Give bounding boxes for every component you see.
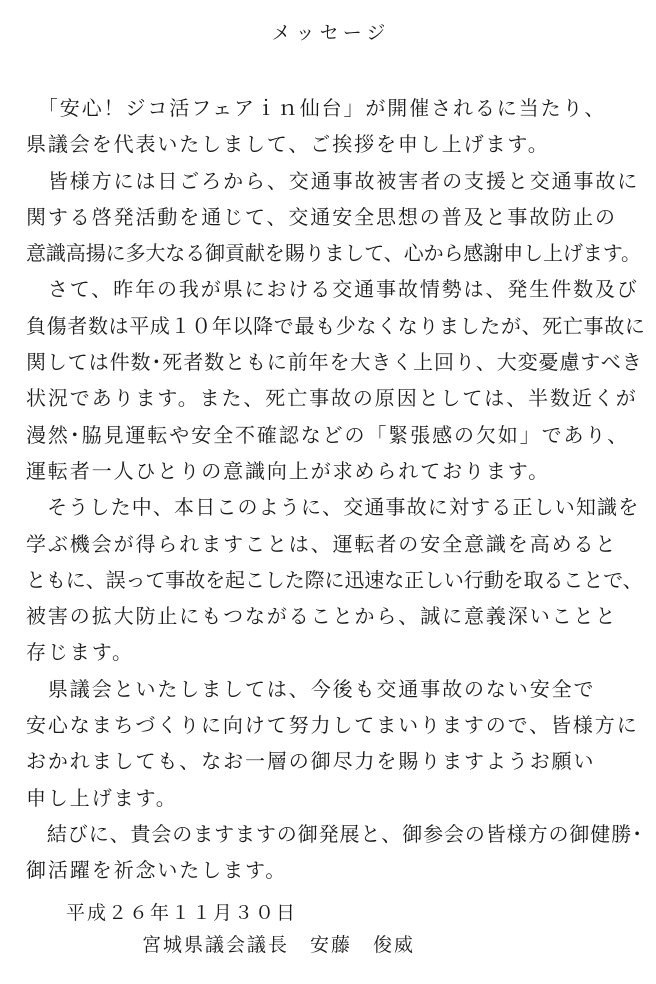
message-body xyxy=(26,90,646,889)
body-line: 関する啓発活動を通じて、交通安全思想の普及と事故防止の xyxy=(26,204,617,229)
body-line: 意識高揚に多大なる御貢献を賜りまして、心から感謝申し上げます。 xyxy=(26,241,641,266)
body-line: 関しては件数･死者数ともに前年を大きく上回り、大変憂慮すべき xyxy=(26,350,643,375)
body-line: 学ぶ機会が得られますことは、運転者の安全意識を高めると xyxy=(26,531,618,556)
document-title: メッセージ xyxy=(271,22,391,44)
signer-name: 宮城県議会議長 安藤 俊威 xyxy=(142,934,416,956)
body-line: 存じます。 xyxy=(26,640,134,665)
body-line: 漫然･脇見運転や安全不確認などの「緊張感の欠如」であり、 xyxy=(26,422,630,447)
body-line: ともに、誤って事故を起こした際に迅速な正しい行動を取ることで、 xyxy=(26,567,643,592)
body-line: 皆様方には日ごろから、交通事故被害者の支援と交通事故に xyxy=(26,168,640,193)
body-line: 状況であります。また、死亡事故の原因としては、半数近くが xyxy=(26,386,638,411)
body-line: 県議会を代表いたしまして、ご挨拶を申し上げます。 xyxy=(26,132,550,157)
body-line: 御活躍を祈念いたします。 xyxy=(26,858,288,883)
body-line: 運転者一人ひとりの意識向上が求められております。 xyxy=(26,458,550,483)
body-line: 被害の拡大防止にもつながることから、誠に意義深いことと xyxy=(26,604,618,629)
body-line: 「安心！ジコ活フェアｉｎ仙台」が開催されるに当たり、 xyxy=(26,96,607,120)
body-line: 県議会といたしましては、今後も交通事故のない安全で xyxy=(26,676,596,701)
body-line: 負傷者数は平成１０年以降で最も少なくなりましたが、死亡事故に xyxy=(26,313,646,338)
body-line: さて、昨年の我が県における交通事故情勢は、発生件数及び xyxy=(26,277,639,302)
body-line: 申し上げます。 xyxy=(26,785,178,810)
body-line: おかれましても、なお一層の御尽力を賜りますようお願い xyxy=(26,749,596,774)
document-date: 平成２６年１１月３０日 xyxy=(66,902,298,924)
body-line: 結びに、貴会のますますの御発展と、御参会の皆様方の御健勝･ xyxy=(26,821,643,846)
body-line: そうした中、本日このように、交通事故に対する正しい知識を xyxy=(26,495,640,520)
body-line: 安心なまちづくりに向けて努力してまいりますので、皆様方に xyxy=(26,713,639,738)
